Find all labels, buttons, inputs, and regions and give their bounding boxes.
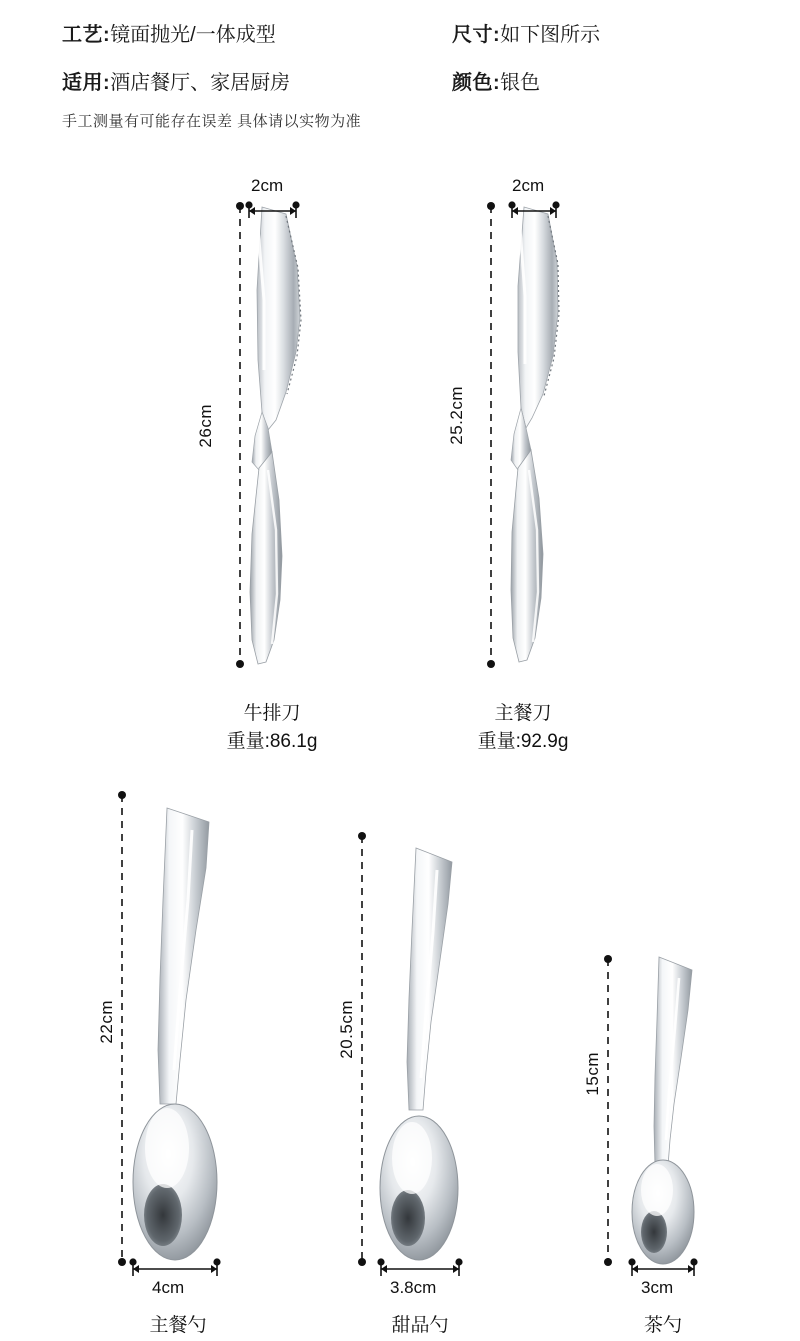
tea-spoon-name: 茶勺 [643, 1315, 682, 1336]
dinner-knife-width-dimension [508, 201, 559, 218]
dessert-spoon-length-label: 20.5cm [337, 1000, 356, 1059]
dinner-spoon-width-label: 4cm [152, 1278, 185, 1297]
dinner-knife-length-label: 25.2cm [447, 386, 466, 445]
spec-usage [62, 66, 290, 95]
tea-spoon-width-dimension [628, 1258, 697, 1276]
dinner-spoon-caption [98, 1312, 258, 1340]
dinner-spoon-length-label: 22cm [97, 1000, 116, 1044]
spec-usage-value: 酒店餐厅、家居厨房 [110, 72, 291, 94]
spec-row [0, 10, 800, 54]
spec-color [452, 66, 540, 95]
dinner-knife-width-label: 2cm [512, 176, 545, 195]
dessert-spoon-width-label: 3.8cm [390, 1278, 437, 1297]
dessert-spoon-width-dimension [377, 1258, 462, 1276]
spec-usage-key: 适用: [62, 72, 111, 94]
measurement-note: 手工测量有可能存在误差 具体请以实物为准 [62, 113, 362, 130]
dinner-spoon-name: 主餐勺 [149, 1315, 207, 1336]
dinner-knife-weight: 重量:92.9g [477, 730, 569, 752]
tea-spoon-width-label: 3cm [641, 1278, 674, 1297]
dinner-knife-length-dimension [487, 202, 495, 668]
dessert-spoon-caption [340, 1312, 500, 1340]
spec-craft [62, 18, 276, 47]
steak-knife-name: 牛排刀 [243, 703, 301, 724]
spec-craft-value: 镜面抛光/一体成型 [110, 24, 276, 46]
dinner-knife-caption [443, 700, 603, 755]
steak-knife-weight: 重量:86.1g [226, 730, 318, 752]
spec-block [0, 0, 800, 130]
dinner-knife-name: 主餐刀 [494, 703, 552, 724]
spec-size-value: 如下图所示 [500, 24, 601, 46]
tea-spoon-length-dimension [604, 955, 612, 1266]
dinner-spoon-illustration [133, 808, 217, 1260]
spec-color-value: 银色 [500, 72, 541, 94]
tea-spoon-caption [588, 1312, 738, 1340]
tea-spoon-length-label: 15cm [583, 1052, 602, 1096]
steak-knife-width-label: 2cm [251, 176, 284, 195]
dinner-knife-illustration [511, 207, 559, 662]
spec-craft-key: 工艺: [62, 24, 111, 46]
dinner-spoon-length-dimension [118, 791, 126, 1266]
tea-spoon-illustration [632, 957, 694, 1264]
dessert-spoon-illustration [380, 848, 458, 1260]
spec-row [0, 54, 800, 98]
spec-size [452, 18, 600, 47]
dinner-spoon-width-dimension [129, 1258, 220, 1276]
steak-knife-length-dimension [236, 202, 244, 668]
steak-knife-length-label: 26cm [196, 404, 215, 448]
steak-knife-caption [192, 700, 352, 755]
dessert-spoon-length-dimension [358, 832, 366, 1266]
dessert-spoon-name: 甜品勺 [391, 1315, 449, 1336]
steak-knife-width-dimension [245, 201, 299, 218]
steak-knife-illustration [250, 207, 301, 664]
spec-color-key: 颜色: [452, 72, 501, 94]
spec-size-key: 尺寸: [452, 24, 501, 46]
